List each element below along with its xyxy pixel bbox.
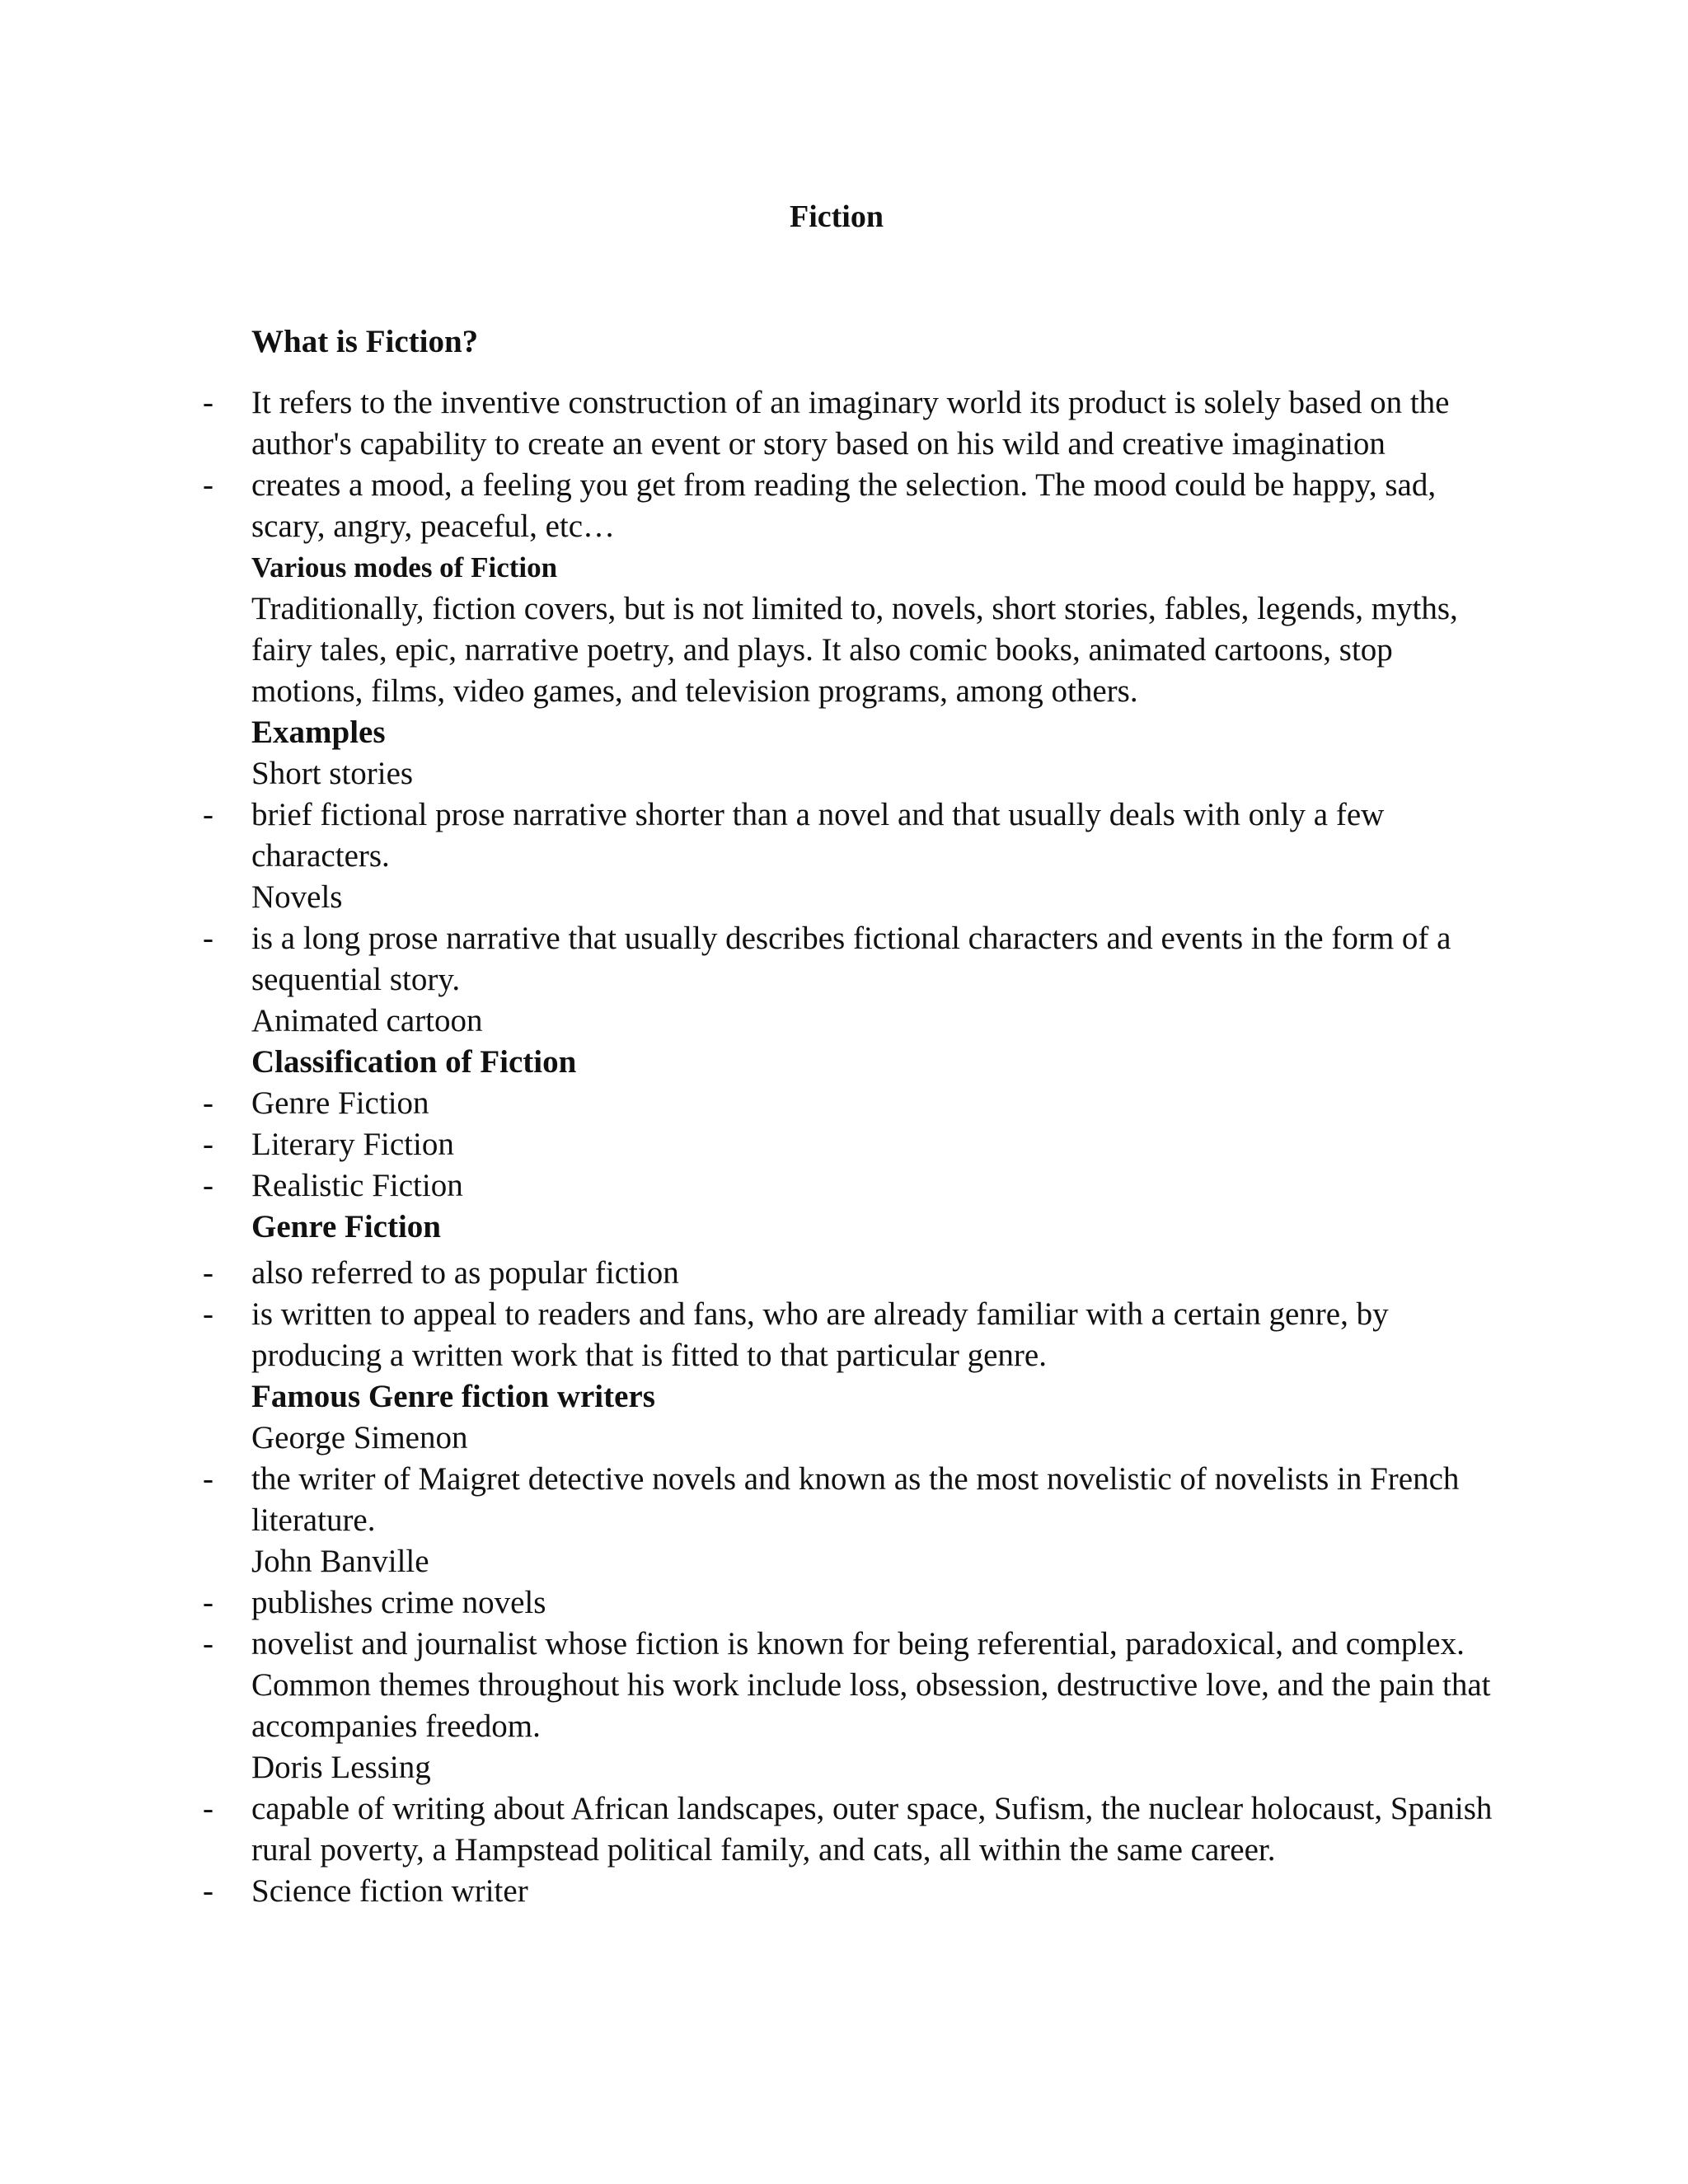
bullet-novels: - is a long prose narrative that usually describes fictional characters and events in the form of a sequential story.	[0, 918, 1504, 1001]
bullet-lessing-scifi: - Science fiction writer	[0, 1871, 1504, 1912]
paragraph-modes: Traditionally, fiction covers, but is not limited to, novels, short stories, fables, legends, myths, fairy tales, epic, narrative poetry, and plays. It also comic books, animated cartoons, stop motions, films, video games, and television programs, among others.	[251, 591, 1458, 709]
bullet-written-to-appeal: - is written to appeal to readers and fans, who are already familiar with a certain genre, by producing a written work that is fitted to that particular genre.	[0, 1294, 1504, 1376]
heading-classification: Classification of Fiction	[251, 1044, 577, 1080]
bullet-banville-crime: - publishes crime novels	[0, 1582, 1504, 1624]
bullet-mood: - creates a mood, a feeling you get from reading the selection. The mood could be happy, sad, scary, angry, peaceful, etc…	[0, 465, 1504, 547]
label-novels: Novels	[251, 879, 343, 915]
label-animated-cartoon: Animated cartoon	[251, 1003, 483, 1038]
bullet-banville-themes: - novelist and journalist whose fiction is known for being referential, paradoxical, and complex. Common themes throughout his work include loss, obsession, destructive love, and the pain that accompanies freedom.	[0, 1624, 1504, 1747]
label-john-banville: John Banville	[251, 1544, 429, 1579]
label-doris-lessing: Doris Lessing	[251, 1750, 431, 1785]
bullet-popular-fiction: - also referred to as popular fiction	[0, 1253, 1504, 1294]
heading-what-is-fiction: What is Fiction?	[251, 324, 479, 359]
label-short-stories: Short stories	[251, 756, 414, 791]
bullet-definition: - It refers to the inventive construction of an imaginary world its product is solely based on the author's capability to create an event or story based on his wild and creative imagination	[0, 382, 1504, 465]
subheading-various-modes: Various modes of Fiction	[251, 551, 558, 583]
heading-genre-fiction: Genre Fiction	[251, 1209, 441, 1244]
document-title: Fiction	[790, 199, 884, 234]
bullet-genre-fiction: - Genre Fiction	[0, 1083, 1504, 1124]
bullet-short-stories: - brief fictional prose narrative shorter than a novel and that usually deals with only a few characters.	[0, 794, 1504, 877]
bullet-simenon: - the writer of Maigret detective novels and known as the most novelistic of novelists in French literature.	[0, 1459, 1504, 1541]
bullet-literary-fiction: - Literary Fiction	[0, 1124, 1504, 1165]
bullet-lessing-topics: - capable of writing about African landscapes, outer space, Sufism, the nuclear holocaust, Spanish rural poverty, a Hampstead political family, and cats, all within the same career.	[0, 1788, 1504, 1871]
heading-examples: Examples	[251, 715, 386, 750]
heading-famous-writers: Famous Genre fiction writers	[251, 1379, 655, 1414]
document-body	[0, 321, 1688, 1912]
label-george-simenon: George Simenon	[251, 1420, 468, 1455]
bullet-realistic-fiction: - Realistic Fiction	[0, 1165, 1504, 1207]
